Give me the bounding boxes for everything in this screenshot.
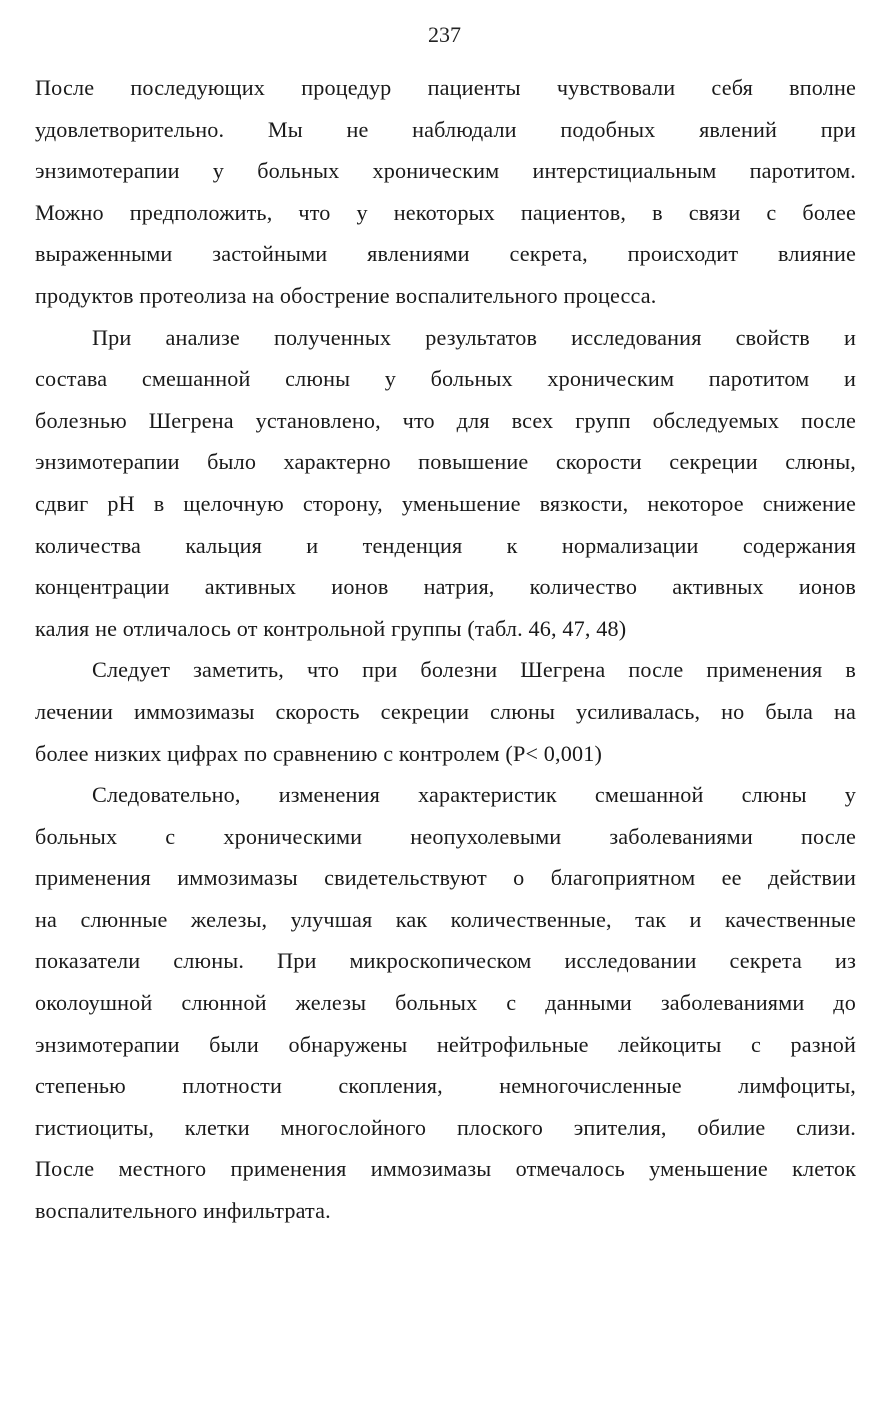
text-line: гистиоциты, клетки многослойного плоского эпителия, обилие слизи. (35, 1114, 856, 1140)
paragraph-4 (35, 774, 856, 1232)
text-line: лечении иммозимазы скорость секреции слюны усиливалась, но была на (35, 698, 856, 724)
text-line: сдвиг pH в щелочную сторону, уменьшение вязкости, некоторое снижение (35, 490, 856, 516)
text-line: Следует заметить, что при болезни Шегрена после применения в (92, 657, 856, 683)
text-line: энзимотерапии у больных хроническим интерстициальным паротитом. (35, 158, 856, 184)
text-line: энзимотерапии было характерно повышение скорости секреции слюны, (35, 449, 856, 475)
text-line: выраженными застойными явлениями секрета, происходит влияние (35, 241, 856, 267)
text-line: показатели слюны. При микроскопическом исследовании секрета из (35, 948, 856, 974)
page-number: 237 (428, 22, 461, 47)
text-line: При анализе полученных результатов исследования свойств и (92, 324, 856, 350)
text-line: удовлетворительно. Мы не наблюдали подобных явлений при (35, 116, 856, 142)
text-line: энзимотерапии были обнаружены нейтрофильные лейкоциты с разной (35, 1031, 856, 1057)
text-line: околоушной слюнной железы больных с данными заболеваниями до (35, 990, 856, 1016)
paragraph-2 (35, 317, 856, 650)
text-line: степенью плотности скопления, немногочисленные лимфоциты, (35, 1073, 856, 1099)
text-line: болезнью Шегрена установлено, что для всех групп обследуемых после (35, 407, 856, 433)
paragraph-1 (35, 67, 856, 317)
text-line: воспалительного инфильтрата. (35, 1198, 331, 1224)
text-line: состава смешанной слюны у больных хроническим паротитом и (35, 366, 856, 392)
text-line: калия не отличалось от контрольной группы (табл. 46, 47, 48) (35, 615, 627, 641)
text-line: Следовательно, изменения характеристик смешанной слюны у (92, 782, 856, 808)
text-line: более низких цифрах по сравнению с контролем (P< 0,001) (35, 740, 603, 766)
text-line: продуктов протеолиза на обострение воспалительного процесса. (35, 282, 657, 308)
text-line: концентрации активных ионов натрия, количество активных ионов (35, 574, 856, 600)
text-line: После последующих процедур пациенты чувствовали себя вполне (35, 75, 856, 100)
text-line: на слюнные железы, улучшая как количественные, так и качественные (35, 906, 856, 932)
text-line: применения иммозимазы свидетельствуют о благоприятном ее действии (35, 865, 856, 891)
body-text (35, 67, 856, 1232)
text-line: После местного применения иммозимазы отмечалось уменьшение клеток (35, 1156, 856, 1182)
paragraph-3 (35, 649, 856, 774)
text-line: Можно предположить, что у некоторых пациентов, в связи с более (35, 199, 856, 225)
text-line: больных с хроническими неопухолевыми заболеваниями после (35, 823, 856, 849)
text-line: количества кальция и тенденция к нормализации содержания (35, 532, 856, 558)
